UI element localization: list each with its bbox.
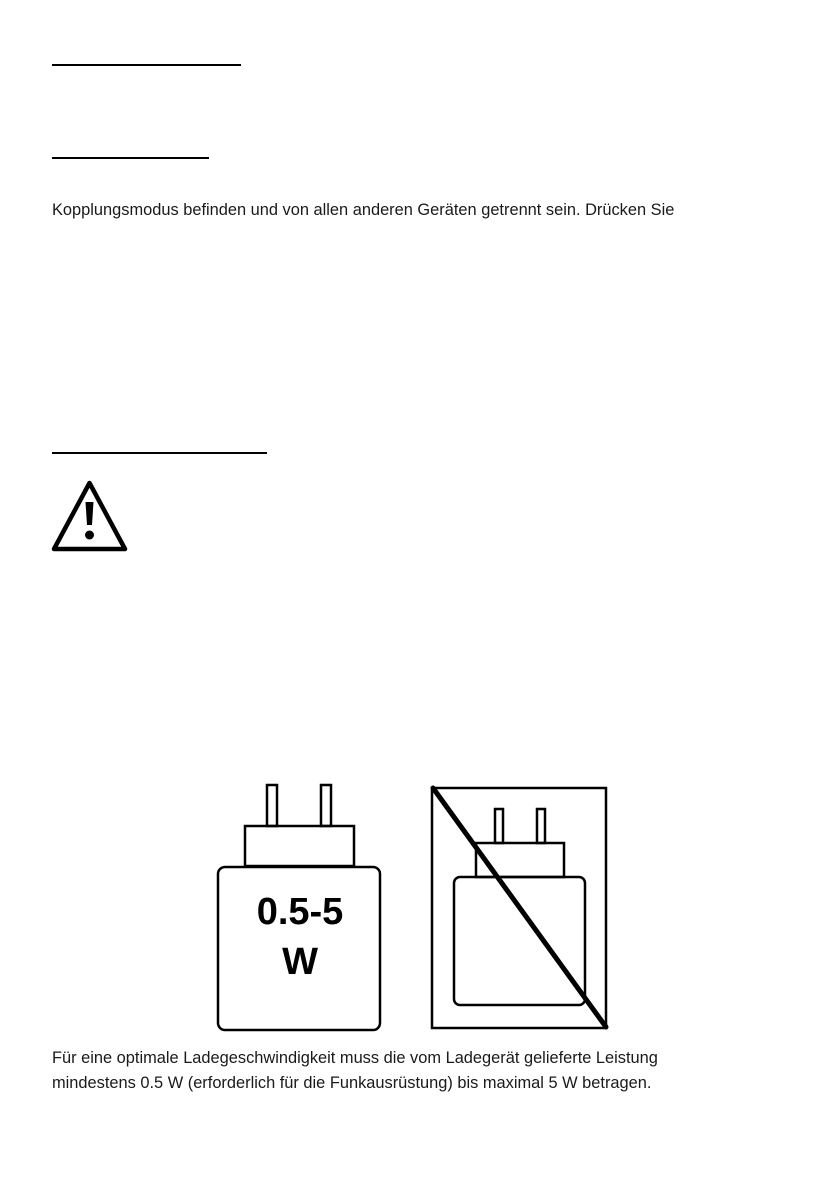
- prohibited-charger-icon: [432, 788, 606, 1028]
- section-heading-rule: [52, 157, 209, 159]
- charging-note-line-1: Für eine optimale Ladegeschwindigkeit muss die vom Ladegerät gelieferte Leistung: [52, 1049, 658, 1067]
- warning-triangle-icon: [50, 478, 129, 552]
- charging-note-line-2: mindestens 0.5 W (erforderlich für die Funkausrüstung) bis maximal 5 W betragen.: [52, 1074, 652, 1092]
- section-heading-rule: [52, 64, 241, 66]
- charger-rating-value: 0.5-5: [256, 891, 344, 933]
- pairing-instruction-text: Kopplungsmodus befinden und von allen anderen Geräten getrennt sein. Drücken Sie: [52, 201, 675, 219]
- charger-rating-unit: W: [282, 941, 318, 983]
- charger-power-figure: [212, 778, 616, 1036]
- section-heading-rule: [52, 452, 267, 454]
- approved-charger-icon: [218, 785, 380, 1030]
